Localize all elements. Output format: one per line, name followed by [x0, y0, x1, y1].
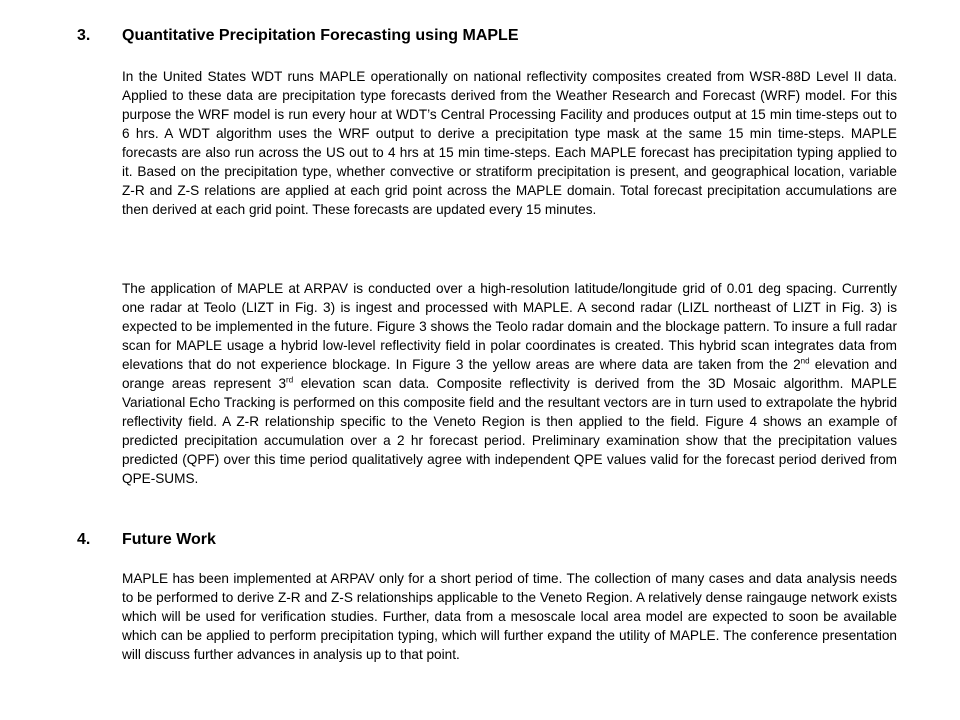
paragraph-2-text-b: elevation and orange areas represent 3 — [122, 357, 898, 391]
section-3-heading — [0, 24, 960, 48]
section-3-title: Quantitative Precipitation Forecasting using MAPLE — [122, 27, 519, 44]
section-4-number: 4. — [77, 531, 91, 548]
section-4-paragraph-1: MAPLE has been implemented at ARPAV only for a short period of time. The collection of many cases and data analysis needs to be performed to derive Z-R and Z-S relationships applicable to the Veneto Region. A relatively dense raingauge network exists which will be used for verification studies. Further, data from a mesoscale local area model are expected to soon be available which can be applied to perform precipitation typing, which will further expand the utility of MAPLE. The conference presentation will discuss further advances in analysis up to that point. — [122, 571, 897, 662]
section-3-paragraph-1: In the United States WDT runs MAPLE operationally on national reflectivity composites created from WSR-88D Level II data. Applied to these data are precipitation type forecasts derived from the Weather Research and Forecast (WRF) model. For this purpose the WRF model is run every hour at WDT’s Central Processing Facility and produces output at 15 min time-steps out to 6 hrs. A WDT algorithm uses the WRF output to derive a precipitation type mask at the same 15 min time-steps. MAPLE forecasts are also run across the US out to 4 hrs at 15 min time-steps. Each MAPLE forecast has precipitation typing applied to it. Based on the precipitation type, whether convective or stratiform precipitation is present, and geographical location, variable Z-R and Z-S relations are applied at each grid point across the MAPLE domain. Total forecast precipitation accumulations are then derived at each grid point. These forecasts are updated every 15 minutes. — [122, 69, 897, 217]
section-3-number: 3. — [77, 27, 91, 44]
superscript-nd: nd — [800, 356, 810, 366]
section-3-paragraph-2 — [122, 279, 897, 488]
paragraph-2-text-c: elevation scan data. Composite reflectivity is derived from the 3D Mosaic algorithm. MAPLE Variational Echo Tracking is performed on this composite field and the resultant vectors are in turn used to extrapolate the hybrid reflectivity field. A Z-R relationship specific to the Veneto Region is then applied to the field. Figure 4 shows an example of predicted precipitation accumulation over a 2 hr forecast period. Preliminary examination show that the precipitation values predicted (QPF) over this time period qualitatively agree with independent QPE values valid for the forecast period derived from QPE-SUMS. — [122, 376, 897, 486]
paragraph-2-text-a: The application of MAPLE at ARPAV is conducted over a high-resolution latitude/longitude grid of 0.01 deg spacing. Currently one radar at Teolo (LIZT in Fig. 3) is ingest and processed with MAPLE. A second radar (LIZL northeast of LIZT in Fig. 3) is expected to be implemented in the future. Figure 3 shows the Teolo radar domain and the blockage pattern. To insure a full radar scan for MAPLE usage a hybrid low-level reflectivity field in polar coordinates is created. This hybrid scan integrates data from elevations that do not experience blockage. In Figure 3 the yellow areas are where data are taken from the 2 — [122, 281, 897, 372]
section-4 — [0, 528, 960, 552]
section-4-title: Future Work — [122, 531, 216, 548]
superscript-rd: rd — [286, 375, 294, 385]
section-3 — [0, 24, 960, 48]
section-4-heading — [0, 528, 960, 552]
